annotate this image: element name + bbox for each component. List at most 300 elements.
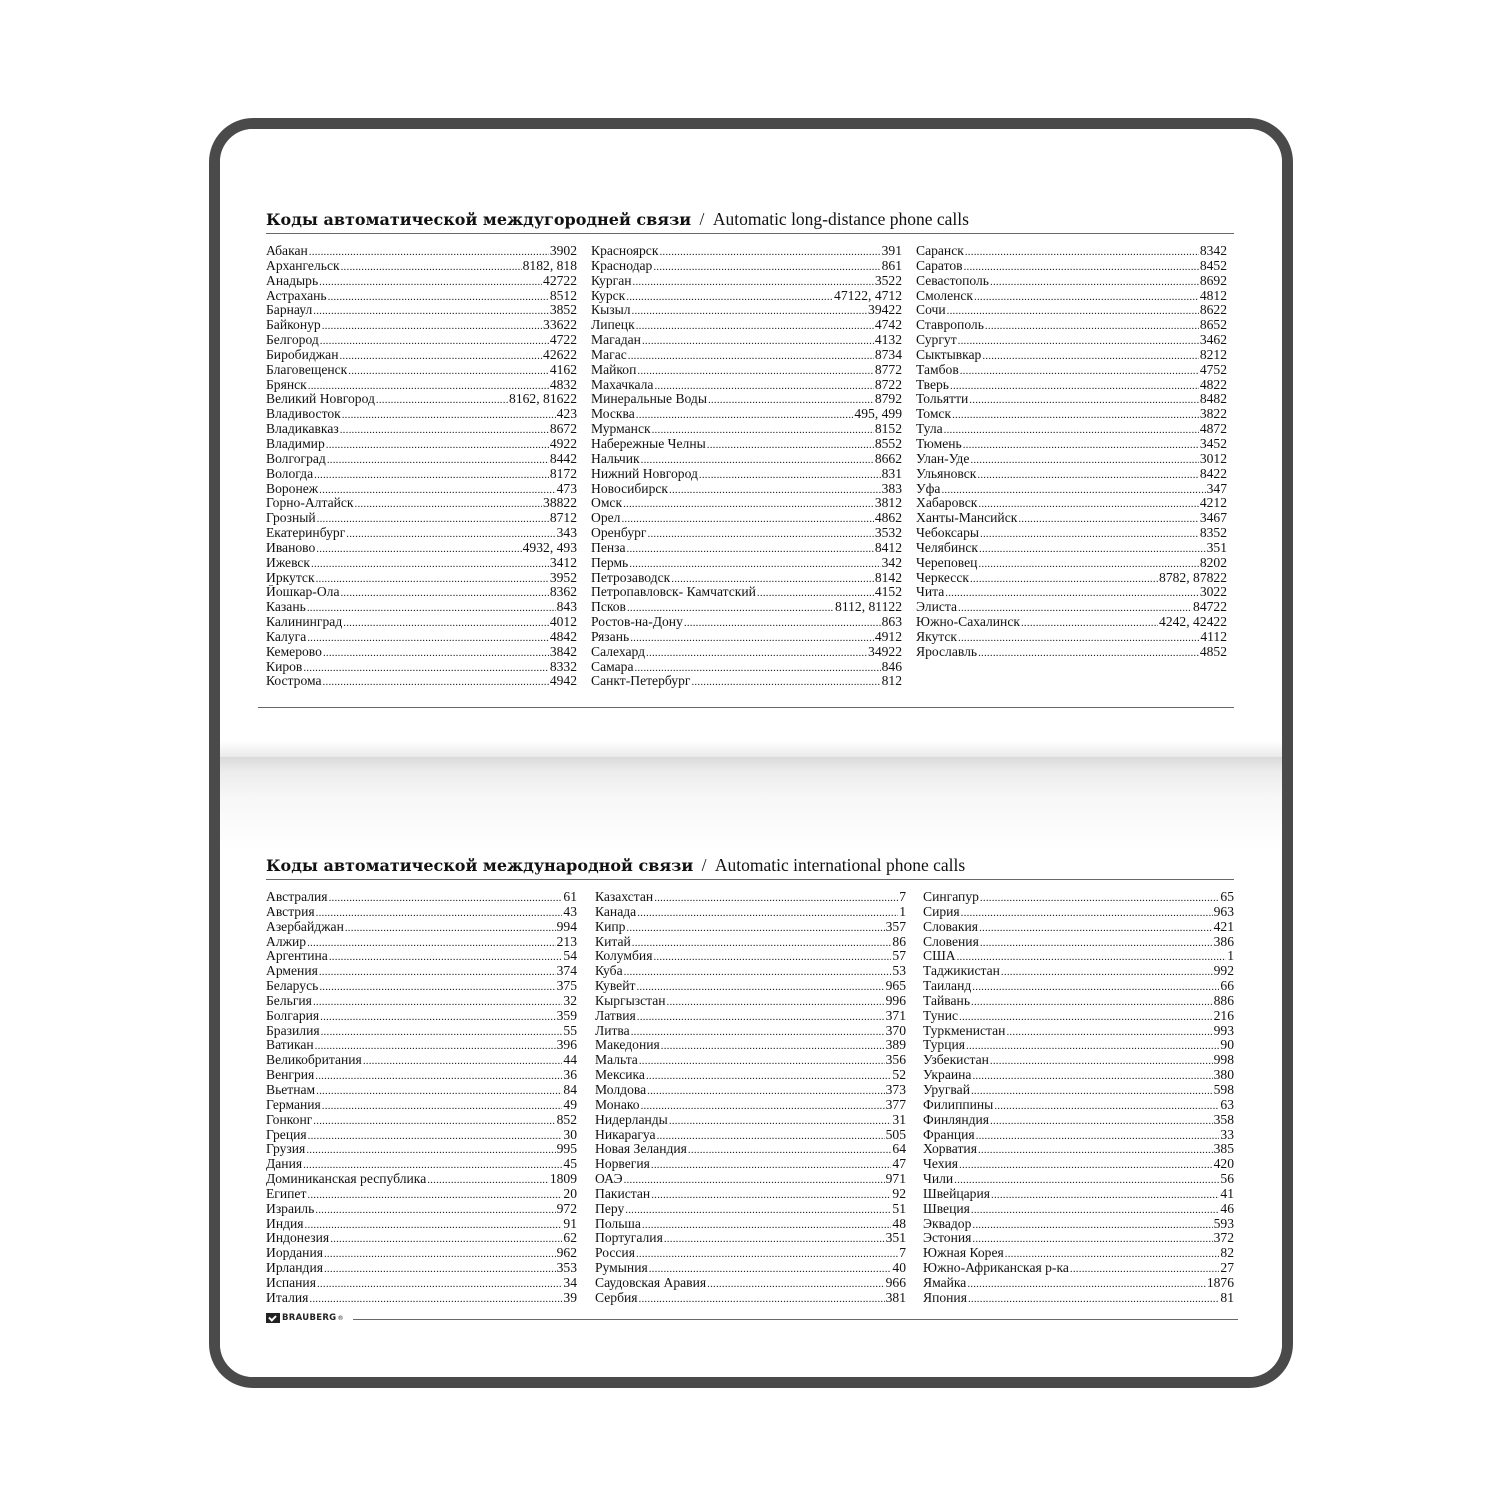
entry-code: 996 <box>885 993 906 1008</box>
list-item <box>923 1024 1234 1039</box>
entry-code: 34922 <box>868 644 902 659</box>
entry-code: 56 <box>1220 1172 1234 1187</box>
dot-leader <box>315 1039 556 1053</box>
entry-code: 4012 <box>549 615 577 630</box>
list-item <box>266 1053 577 1068</box>
list-item <box>916 615 1227 630</box>
list-item <box>923 1261 1234 1276</box>
dot-leader <box>340 586 548 600</box>
dot-leader <box>691 675 880 689</box>
dot-leader <box>630 631 874 645</box>
dot-leader <box>669 483 881 497</box>
list-item <box>916 600 1227 615</box>
dot-leader <box>309 1292 562 1306</box>
list-item <box>916 422 1227 437</box>
dot-leader <box>970 453 1198 467</box>
entry-code: 40 <box>892 1261 906 1276</box>
list-item <box>266 348 577 363</box>
entry-code: 998 <box>1213 1053 1234 1068</box>
entry-name: Мексика <box>595 1068 645 1083</box>
list-item <box>266 1098 577 1113</box>
entry-name: Беларусь <box>266 979 319 994</box>
entry-code: 8142 <box>874 570 902 585</box>
dot-leader <box>653 950 891 964</box>
entry-name: Элиста <box>916 600 958 615</box>
list-item <box>916 274 1227 289</box>
entry-name: Магас <box>591 347 627 362</box>
list-item <box>595 1276 906 1291</box>
list-item <box>266 437 577 452</box>
brand-logo <box>266 1313 343 1323</box>
entry-code: 4862 <box>874 511 902 526</box>
list-item <box>923 979 1234 994</box>
dot-leader <box>328 290 549 304</box>
entry-name: Благовещенск <box>266 362 348 377</box>
entry-name: Тула <box>916 422 943 437</box>
dot-leader <box>634 661 880 675</box>
entry-code: 389 <box>885 1038 906 1053</box>
entry-name: Владикавказ <box>266 422 339 437</box>
list-item <box>591 348 902 363</box>
entry-name: Азербайджан <box>266 919 344 934</box>
entry-code: 42722 <box>543 273 577 288</box>
dot-leader <box>632 304 868 318</box>
entry-code: 84 <box>563 1082 577 1097</box>
entry-name: Куба <box>595 964 623 979</box>
entry-name: Черкесск <box>916 570 969 585</box>
dot-leader <box>637 1010 885 1024</box>
entry-name: Иваново <box>266 540 316 555</box>
entry-code: 82 <box>1220 1246 1234 1261</box>
entry-code: 44 <box>563 1053 577 1068</box>
entry-code: 351 <box>1206 540 1227 555</box>
entry-code: 4922 <box>549 436 577 451</box>
dot-leader <box>707 438 874 452</box>
dot-leader <box>648 527 874 541</box>
check-logo-icon <box>266 1313 280 1323</box>
list-item <box>916 585 1227 600</box>
entry-name: Тюмень <box>916 436 962 451</box>
entry-name: Салехард <box>591 644 646 659</box>
dot-leader <box>757 586 874 600</box>
entry-code: 343 <box>556 526 577 541</box>
list-item <box>595 1246 906 1261</box>
entry-code: 46 <box>1220 1201 1234 1216</box>
dot-leader <box>979 542 1206 556</box>
entry-code: 8112, 81122 <box>835 600 902 615</box>
list-item <box>591 452 902 467</box>
list-item <box>923 935 1234 950</box>
entry-code: 8362 <box>549 585 577 600</box>
entry-name: Махачкала <box>591 377 654 392</box>
dot-leader <box>427 1173 549 1187</box>
list-item <box>916 348 1227 363</box>
dot-leader <box>637 906 898 920</box>
entry-name: Оренбург <box>591 526 647 541</box>
dot-leader <box>355 497 543 511</box>
list-item <box>266 333 577 348</box>
planner-page-frame <box>209 118 1293 1388</box>
entry-name: Вологда <box>266 466 314 481</box>
entry-code: 347 <box>1206 481 1227 496</box>
dot-leader <box>664 1232 885 1246</box>
entry-code: 374 <box>556 964 577 979</box>
entry-name: Самара <box>591 659 634 674</box>
entry-code: 8772 <box>874 362 902 377</box>
dot-leader <box>653 260 880 274</box>
entry-name: Владимир <box>266 436 325 451</box>
list-item <box>591 303 902 318</box>
entry-name: Пенза <box>591 540 626 555</box>
entry-name: Челябинск <box>916 540 979 555</box>
entry-code: 391 <box>881 244 902 258</box>
list-item <box>266 392 577 407</box>
entry-code: 47122, 4712 <box>834 288 902 303</box>
list-item <box>266 1009 577 1024</box>
dot-leader <box>316 1084 562 1098</box>
list-item <box>595 1261 906 1276</box>
entry-code: 4842 <box>549 629 577 644</box>
entry-name: Кыргызстан <box>595 993 666 1008</box>
dot-leader <box>977 468 1198 482</box>
dot-leader <box>688 1143 891 1157</box>
dot-leader <box>659 245 880 259</box>
entry-name: Латвия <box>595 1008 636 1023</box>
entry-name: Тайвань <box>923 993 971 1008</box>
entry-name: Южная Корея <box>923 1246 1004 1261</box>
list-item <box>916 541 1227 556</box>
dot-leader <box>978 1143 1213 1157</box>
entry-code: 36 <box>563 1068 577 1083</box>
domestic-codes-title <box>266 209 969 230</box>
entry-name: Чита <box>916 585 945 600</box>
list-item <box>923 1172 1234 1187</box>
entry-code: 373 <box>885 1082 906 1097</box>
dot-leader <box>654 891 898 905</box>
entry-name: Сургут <box>916 333 957 348</box>
list-item <box>595 890 906 905</box>
entry-code: 33 <box>1220 1127 1234 1142</box>
entry-code: 66 <box>1220 979 1234 994</box>
entry-code: 3412 <box>549 555 577 570</box>
entry-name: Владивосток <box>266 407 341 422</box>
entry-name: Чебоксары <box>916 526 980 541</box>
entry-code: 371 <box>885 1008 906 1023</box>
entry-name: Биробиджан <box>266 347 339 362</box>
list-item <box>923 1009 1234 1024</box>
dot-leader <box>978 497 1198 511</box>
entry-code: 965 <box>885 979 906 994</box>
entry-code: 8722 <box>874 377 902 392</box>
entry-code: 4742 <box>874 318 902 333</box>
entry-code: 65 <box>1220 890 1234 904</box>
entry-code: 8662 <box>874 451 902 466</box>
domestic-codes-page <box>220 129 1282 757</box>
entry-code: 4212 <box>1199 496 1227 511</box>
entry-name: Никарагуа <box>595 1127 656 1142</box>
dot-leader <box>319 483 555 497</box>
entry-code: 4912 <box>874 629 902 644</box>
dot-leader <box>316 542 521 556</box>
registered-mark: ® <box>337 1314 344 1322</box>
entry-code: 505 <box>885 1127 906 1142</box>
entry-name: Уругвай <box>923 1082 970 1097</box>
entry-code: 8352 <box>1199 526 1227 541</box>
domestic-bottom-rule <box>258 707 1234 708</box>
entry-name: Хорватия <box>923 1142 977 1157</box>
list-item <box>595 920 906 935</box>
dot-leader <box>319 275 542 289</box>
dot-leader <box>319 965 556 979</box>
entry-name: Македония <box>595 1038 660 1053</box>
entry-code: 380 <box>1213 1068 1234 1083</box>
entry-name: Москва <box>591 407 635 422</box>
list-item <box>916 511 1227 526</box>
list-item <box>591 630 902 645</box>
dot-leader <box>309 245 549 259</box>
list-item <box>266 407 577 422</box>
dot-leader <box>991 1188 1219 1202</box>
entry-code: 4752 <box>1199 362 1227 377</box>
entry-name: Бельгия <box>266 993 312 1008</box>
list-item <box>591 600 902 615</box>
entry-code: 55 <box>563 1023 577 1038</box>
entry-name: Украина <box>923 1068 972 1083</box>
entry-name: Кипр <box>595 919 626 934</box>
entry-code: 81 <box>1220 1290 1234 1305</box>
entry-code: 831 <box>881 466 902 481</box>
list-item <box>266 1291 577 1306</box>
entry-name: Саратов <box>916 258 963 273</box>
dot-leader <box>307 936 556 950</box>
list-item <box>595 964 906 979</box>
entry-name: Кызыл <box>591 303 631 318</box>
entry-code: 861 <box>881 258 902 273</box>
entry-name: Анадырь <box>266 273 319 288</box>
entry-name: Архангельск <box>266 258 340 273</box>
entry-name: Южно-Африканская р-ка <box>923 1261 1069 1276</box>
entry-code: 4112 <box>1200 629 1227 644</box>
list-item <box>916 645 1227 660</box>
entry-code: 8782, 87822 <box>1159 570 1227 585</box>
entry-name: Ульяновск <box>916 466 977 481</box>
list-item <box>266 1083 577 1098</box>
entry-name: Мурманск <box>591 422 651 437</box>
dot-leader <box>323 675 549 689</box>
entry-name: Уфа <box>916 481 941 496</box>
entry-name: Казань <box>266 600 306 615</box>
entry-name: Литва <box>595 1023 630 1038</box>
entry-name: Великий Новгород <box>266 392 375 407</box>
dot-leader <box>980 936 1213 950</box>
entry-name: Туркменистан <box>923 1023 1006 1038</box>
list-item <box>595 1142 906 1157</box>
entry-code: 34 <box>563 1275 577 1290</box>
dot-leader <box>950 379 1199 393</box>
dot-leader <box>970 572 1158 586</box>
entry-code: 8212 <box>1199 347 1227 362</box>
entry-code: 61 <box>563 890 577 904</box>
list-item <box>923 949 1234 964</box>
list-item <box>595 1098 906 1113</box>
entry-name: Нижний Новгород <box>591 466 698 481</box>
dot-leader <box>652 423 874 437</box>
list-item <box>591 660 902 675</box>
entry-name: Италия <box>266 1290 309 1305</box>
entry-name: Иордания <box>266 1246 323 1261</box>
dot-leader <box>339 349 542 363</box>
entry-name: Великобритания <box>266 1053 362 1068</box>
list-item <box>266 422 577 437</box>
entry-name: Южно-Сахалинск <box>916 615 1020 630</box>
entry-name: Грозный <box>266 511 316 526</box>
entry-name: Сочи <box>916 303 946 318</box>
brand-logo-text: BRAUBERG <box>282 1313 337 1323</box>
list-item <box>595 1083 906 1098</box>
list-item <box>266 1261 577 1276</box>
entry-code: 92 <box>892 1186 906 1201</box>
entry-name: Гонконг <box>266 1112 313 1127</box>
entry-name: Киров <box>266 659 303 674</box>
dot-leader <box>329 950 563 964</box>
entry-code: 423 <box>556 407 577 422</box>
dot-leader <box>646 1069 891 1083</box>
dot-leader <box>965 245 1199 259</box>
dot-leader <box>641 453 874 467</box>
entry-code: 8182, 818 <box>522 258 577 273</box>
entry-code: 53 <box>892 964 906 979</box>
dot-leader <box>324 1262 556 1276</box>
entry-code: 593 <box>1213 1216 1234 1231</box>
entry-code: 8734 <box>874 347 902 362</box>
list-item <box>595 905 906 920</box>
entry-code: 84722 <box>1193 600 1227 615</box>
entry-name: Греция <box>266 1127 307 1142</box>
list-item <box>266 482 577 497</box>
dot-leader <box>308 1129 563 1143</box>
entry-name: Сыктывкар <box>916 347 982 362</box>
dot-leader <box>966 1039 1219 1053</box>
list-item <box>266 1128 577 1143</box>
domestic-title-underline <box>266 233 1234 234</box>
international-column-3 <box>923 890 1234 1306</box>
entry-code: 213 <box>556 934 577 949</box>
entry-name: Мальта <box>595 1053 638 1068</box>
entry-code: 377 <box>885 1097 906 1112</box>
list-item <box>916 318 1227 333</box>
list-item <box>266 585 577 600</box>
entry-code: 91 <box>563 1216 577 1231</box>
entry-name: Египет <box>266 1186 307 1201</box>
list-item <box>595 1187 906 1202</box>
entry-name: Барнаул <box>266 303 313 318</box>
dot-leader <box>980 891 1219 905</box>
entry-code: 64 <box>892 1142 906 1157</box>
dot-leader <box>330 1232 562 1246</box>
list-item <box>266 949 577 964</box>
dot-leader <box>345 921 556 935</box>
entry-code: 1809 <box>549 1172 577 1187</box>
list-item <box>595 1009 906 1024</box>
list-item <box>591 259 902 274</box>
list-item <box>923 1128 1234 1143</box>
entry-code: 4812 <box>1199 288 1227 303</box>
list-item <box>595 1113 906 1128</box>
entry-name: Ирландия <box>266 1261 323 1276</box>
dot-leader <box>958 631 1199 645</box>
dot-leader <box>941 483 1205 497</box>
dot-leader <box>631 1025 885 1039</box>
entry-name: Венгрия <box>266 1068 315 1083</box>
entry-name: Екатеринбург <box>266 526 346 541</box>
list-item <box>923 890 1234 905</box>
entry-code: 356 <box>885 1053 906 1068</box>
dot-leader <box>307 631 549 645</box>
entry-code: 993 <box>1213 1023 1234 1038</box>
entry-name: Сингапур <box>923 890 979 904</box>
entry-code: 3902 <box>549 244 577 258</box>
list-item <box>266 511 577 526</box>
entry-code: 30 <box>563 1127 577 1142</box>
list-item <box>266 1142 577 1157</box>
entry-name: Аргентина <box>266 949 328 964</box>
entry-code: 846 <box>881 659 902 674</box>
entry-code: 353 <box>556 1261 577 1276</box>
list-item <box>595 1291 906 1306</box>
entry-code: 8552 <box>874 436 902 451</box>
dot-leader <box>340 423 549 437</box>
dot-leader <box>346 527 555 541</box>
entry-name: Турция <box>923 1038 966 1053</box>
dot-leader <box>967 1277 1205 1291</box>
list-item <box>923 920 1234 935</box>
dot-leader <box>961 906 1213 920</box>
entry-name: Норвегия <box>595 1157 650 1172</box>
entry-name: Сербия <box>595 1290 638 1305</box>
list-item <box>923 1217 1234 1232</box>
entry-name: Монако <box>595 1097 640 1112</box>
dot-leader <box>348 364 549 378</box>
list-item <box>266 556 577 571</box>
entry-name: Швейцария <box>923 1186 990 1201</box>
entry-code: 1 <box>899 904 906 919</box>
list-item <box>591 526 902 541</box>
entry-code: 3842 <box>549 644 577 659</box>
entry-name: Тамбов <box>916 362 959 377</box>
dot-leader <box>646 646 867 660</box>
entry-name: Испания <box>266 1275 316 1290</box>
entry-name: Сирия <box>923 904 960 919</box>
dot-leader <box>980 527 1199 541</box>
entry-code: 385 <box>1213 1142 1234 1157</box>
list-item <box>595 935 906 950</box>
dot-leader <box>305 1218 563 1232</box>
dot-leader <box>315 1203 555 1217</box>
list-item <box>916 407 1227 422</box>
list-item <box>266 1038 577 1053</box>
entry-name: Калуга <box>266 629 307 644</box>
entry-name: Ставрополь <box>916 318 984 333</box>
list-item <box>923 994 1234 1009</box>
entry-name: Чили <box>923 1172 954 1187</box>
entry-code: 3822 <box>1199 407 1227 422</box>
entry-name: Ярославль <box>916 644 978 659</box>
dot-leader <box>990 275 1199 289</box>
entry-name: Томск <box>916 407 952 422</box>
dot-leader <box>708 393 874 407</box>
dot-leader <box>642 334 874 348</box>
entry-name: Словакия <box>923 919 979 934</box>
